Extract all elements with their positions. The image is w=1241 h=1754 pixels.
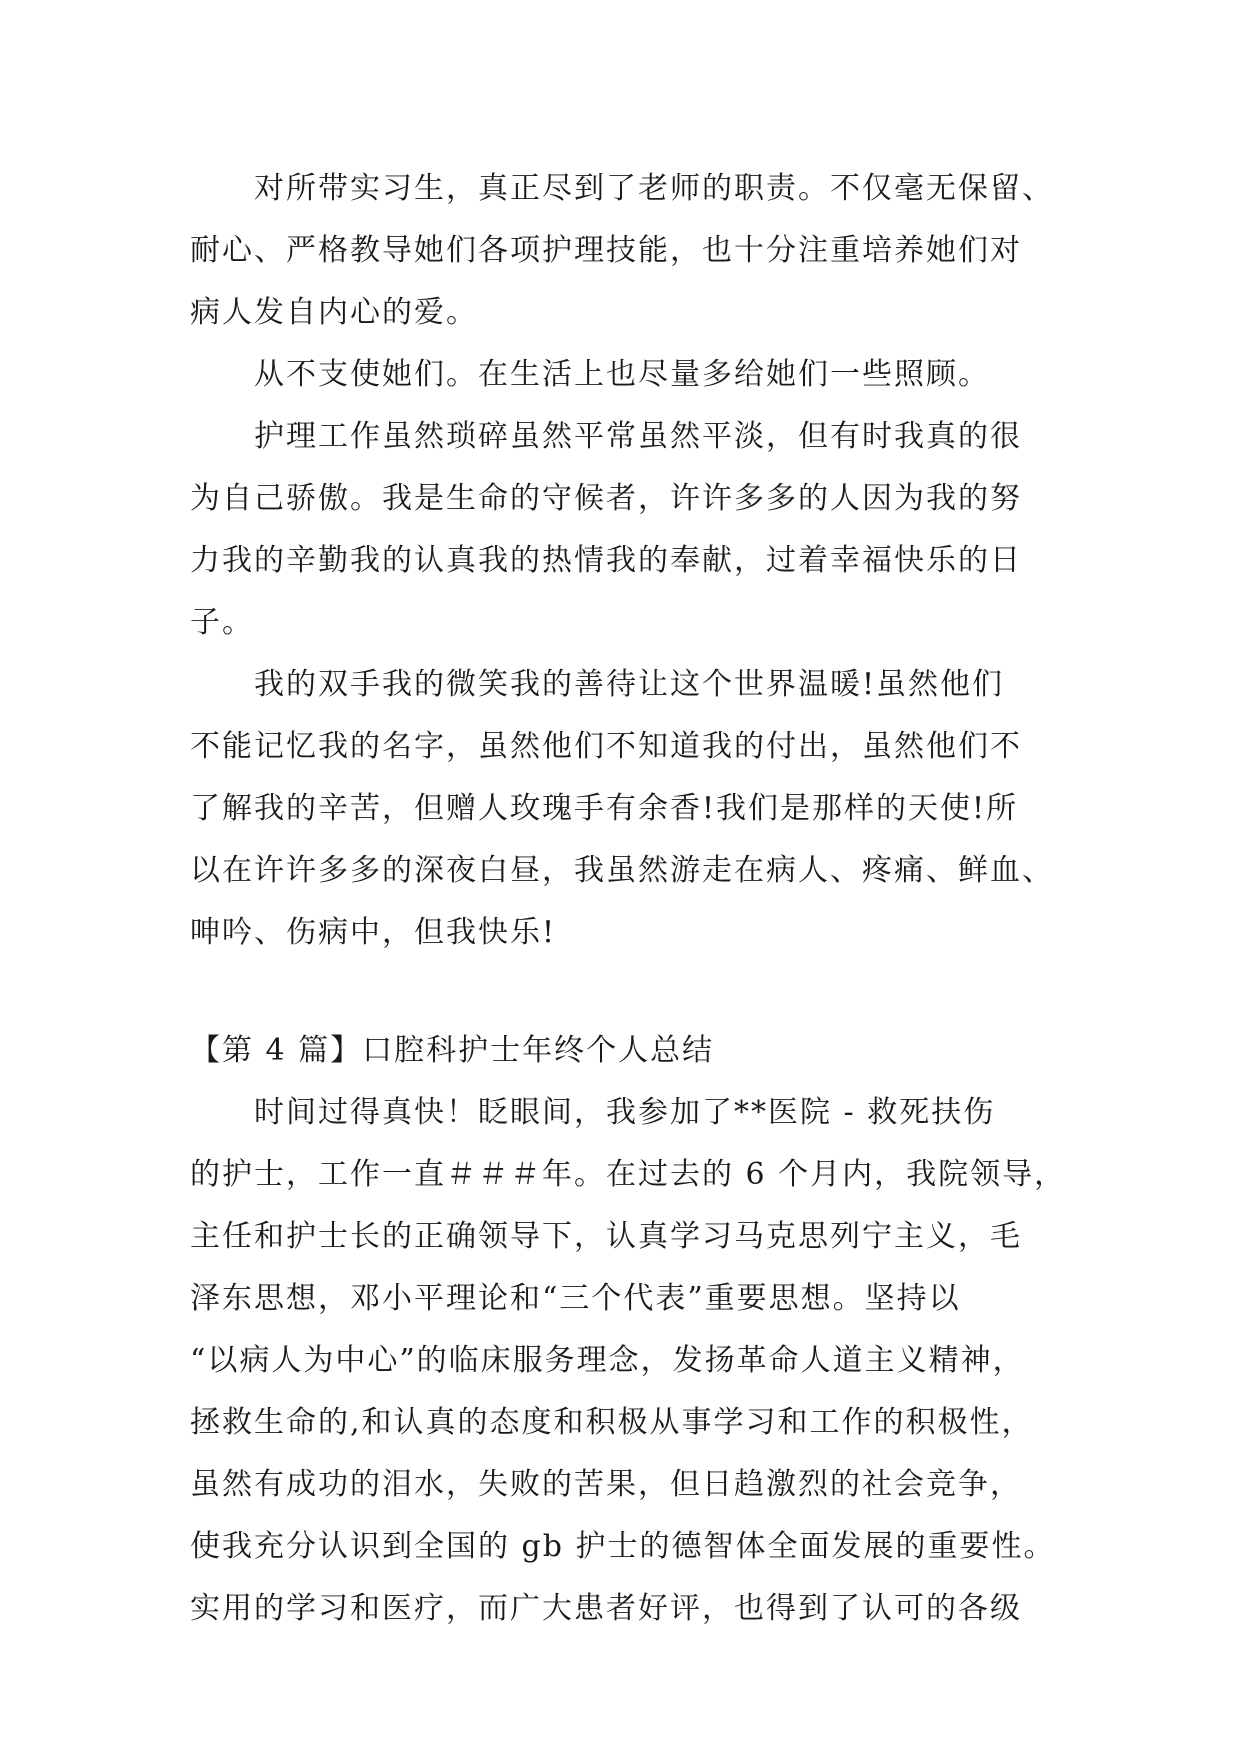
text-line: 时间过得真快！眨眼间，我参加了**医院 - 救死扶伤	[254, 1095, 996, 1130]
section-spacer	[190, 964, 1080, 1020]
paragraph	[190, 406, 1080, 654]
paragraph	[190, 344, 1080, 406]
text-line: 不能记忆我的名字，虽然他们不知道我的付出，虽然他们不	[190, 729, 1022, 764]
text-line: 了解我的辛苦，但赠人玫瑰手有余香!我们是那样的天使!所	[190, 791, 1019, 826]
paragraph	[190, 654, 1080, 964]
text-line: 主任和护士长的正确领导下，认真学习马克思列宁主义，毛	[190, 1219, 1022, 1254]
text-line: 以在许许多多的深夜白昼，我虽然游走在病人、疼痛、鲜血、	[190, 853, 1054, 888]
text-line: 实用的学习和医疗，而广大患者好评，也得到了认可的各级	[190, 1591, 1022, 1626]
text-line: 泽东思想，邓小平理论和“三个代表”重要思想。坚持以	[190, 1281, 961, 1316]
text-line: 我的双手我的微笑我的善待让这个世界温暖!虽然他们	[254, 667, 1005, 702]
section-heading: 【第 4 篇】口腔科护士年终个人总结	[190, 1033, 715, 1068]
text-line: 拯救生命的,和认真的态度和积极从事学习和工作的积极性，	[190, 1405, 1034, 1440]
text-line: 病人发自内心的爱。	[190, 295, 478, 330]
text-line: 呻吟、伤病中，但我快乐!	[190, 915, 557, 950]
text-line: 子。	[190, 605, 254, 640]
text-line: 耐心、严格教导她们各项护理技能，也十分注重培养她们对	[190, 233, 1022, 268]
document-page	[190, 158, 1080, 1640]
text-line: 力我的辛勤我的认真我的热情我的奉献，过着幸福快乐的日	[190, 543, 1022, 578]
text-line: 为自己骄傲。我是生命的守候者，许许多多的人因为我的努	[190, 481, 1022, 516]
text-line: 护理工作虽然琐碎虽然平常虽然平淡，但有时我真的很	[254, 419, 1022, 454]
text-line: 的护士，工作一直＃＃＃年。在过去的 6 个月内，我院领导，	[190, 1157, 1067, 1192]
text-line: “以病人为中心”的临床服务理念，发扬革命人道主义精神，	[190, 1343, 1025, 1378]
text-line: 对所带实习生，真正尽到了老师的职责。不仅毫无保留、	[254, 171, 1054, 206]
paragraph	[190, 1082, 1080, 1640]
paragraph	[190, 158, 1080, 344]
text-line: 使我充分认识到全国的 gb 护士的德智体全面发展的重要性。	[190, 1529, 1056, 1564]
text-line: 虽然有成功的泪水，失败的苦果，但日趋激烈的社会竞争，	[190, 1467, 1022, 1502]
text-line: 从不支使她们。在生活上也尽量多给她们一些照顾。	[254, 357, 990, 392]
